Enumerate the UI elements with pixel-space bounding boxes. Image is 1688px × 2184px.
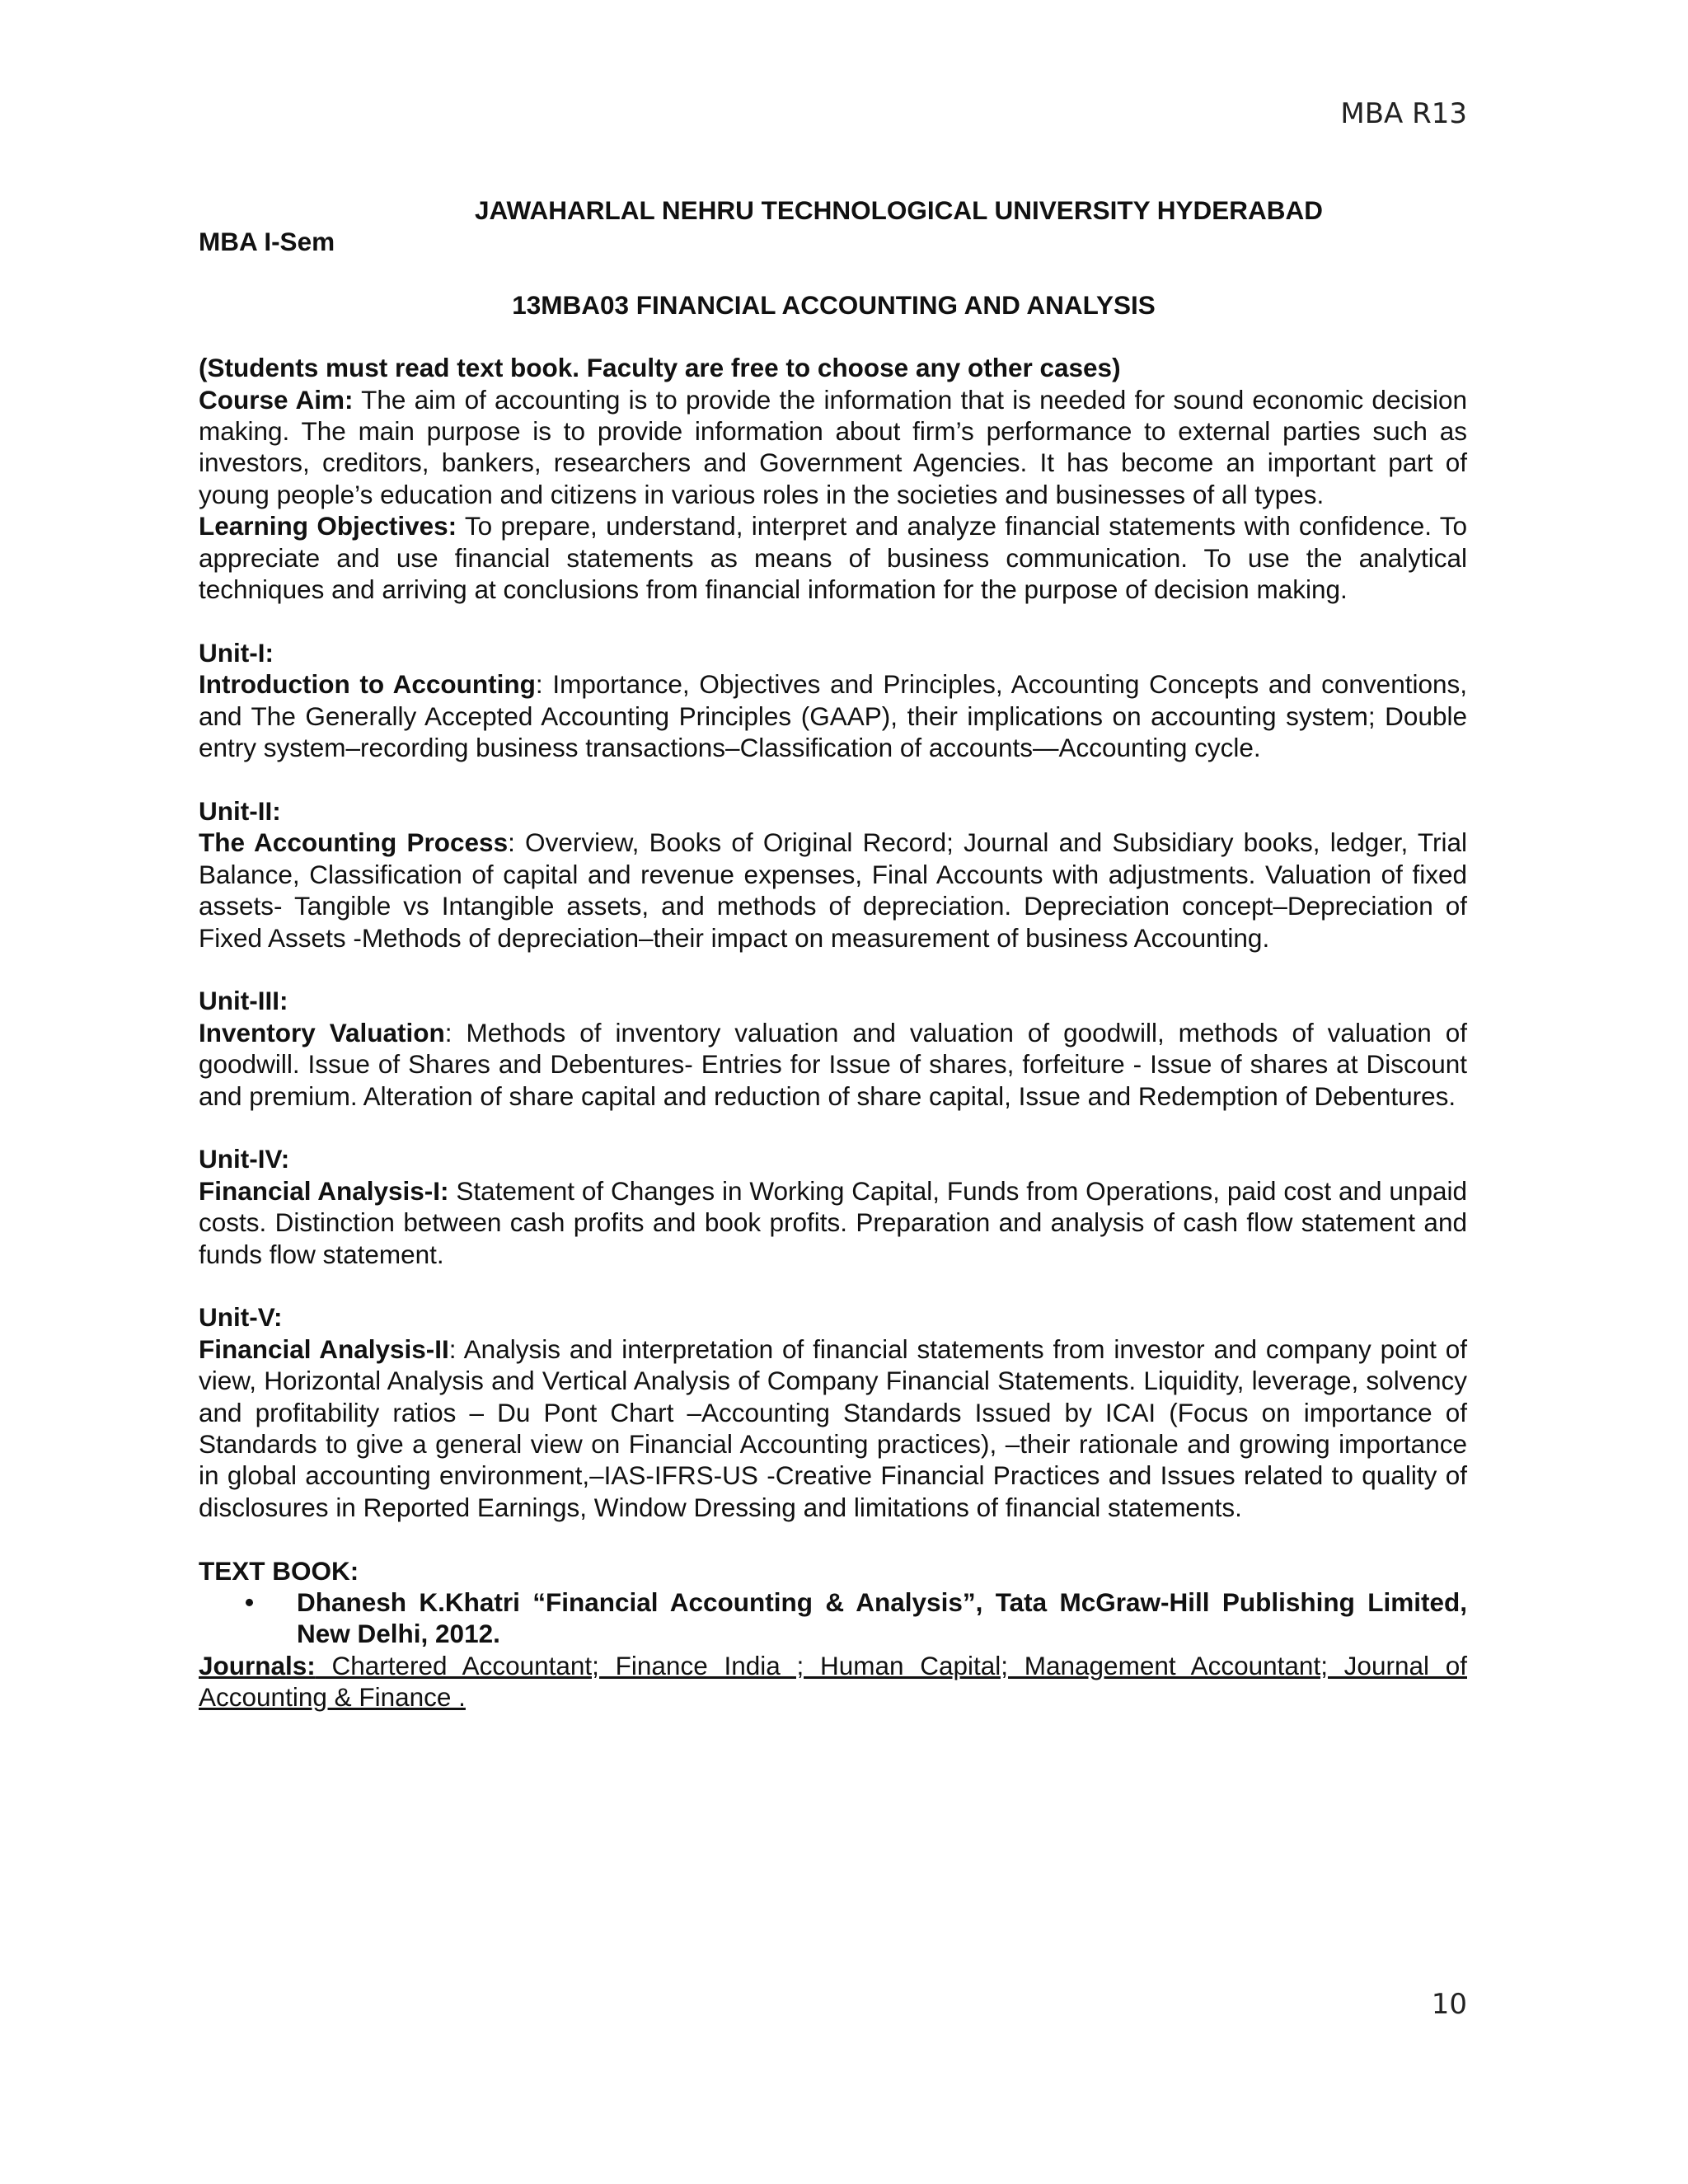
learning-objectives-paragraph	[199, 510, 1467, 605]
text-book-entry: Dhanesh K.Khatri “Financial Accounting & Analysis”, Tata McGraw-Hill Publishing Limited, New Delhi, 2012.	[297, 1586, 1467, 1649]
unit-heading: Unit-V:	[199, 1302, 283, 1333]
unit-4-section	[199, 1143, 1467, 1270]
learning-objectives-text: To prepare, understand, interpret and analyze financial statements with confidence. To appreciate and use financial statements as means of business communication. To use the analytical techniques and arriving at conclusions from financial information for the purpose of decision making.	[199, 511, 1467, 605]
text-book-list	[199, 1586, 1467, 1650]
unit-heading: Unit-II:	[199, 795, 281, 826]
learning-objectives-label: Learning Objectives:	[199, 511, 457, 541]
instruction-note: (Students must read text book. Faculty are free to choose any other cases)	[199, 353, 1121, 383]
text-book-section	[199, 1555, 1467, 1713]
unit-topic: Inventory Valuation	[199, 1017, 445, 1047]
course-aim-label: Course Aim:	[199, 384, 354, 415]
journals-text: Chartered Accountant; Finance India ; Human Capital; Management Accountant; Journal of Accounting & Finance .	[199, 1650, 1467, 1713]
header-label: MBA R13	[1340, 97, 1467, 130]
unit-text: : Methods of inventory valuation and valuation of goodwill, methods of valuation of goodwill. Issue of Shares and Debentures- Entries for Issue of shares, forfeiture - Issue of shares at Discount and premium. Alteration of share capital and reduction of share capital, Issue and Redemption of Debentures.	[199, 1017, 1467, 1111]
journals-label: Journals:	[199, 1650, 316, 1680]
unit-topic: Financial Analysis-I:	[199, 1175, 449, 1206]
unit-2-section	[199, 795, 1467, 954]
unit-topic: The Accounting Process	[199, 827, 509, 858]
course-aim-text: The aim of accounting is to provide the information that is needed for sound economic decision making. The main purpose is to provide information about firm’s performance to external parties such as investors, creditors, bankers, researchers and Government Agencies. It has become an important part of young people’s education and citizens in various roles in the societies and businesses of all types.	[199, 384, 1467, 509]
unit-topic: Financial Analysis-II	[199, 1333, 449, 1364]
unit-heading: Unit-III:	[199, 986, 288, 1016]
journals-paragraph	[199, 1650, 1467, 1713]
unit-5-section	[199, 1301, 1467, 1523]
unit-1-section	[199, 637, 1467, 764]
page-number: 10	[1431, 1988, 1467, 2021]
unit-text: Statement of Changes in Working Capital, Funds from Operations, paid cost and unpaid costs. Distinction between cash profits and book profits. Preparation and analysis of cash flow statement and funds flow statement.	[199, 1175, 1467, 1269]
course-title: 13MBA03 FINANCIAL ACCOUNTING AND ANALYSIS	[512, 289, 1156, 320]
syllabus-content	[199, 194, 1467, 1713]
unit-text: : Importance, Objectives and Principles, Accounting Concepts and conventions, and The Generally Accepted Accounting Principles (GAAP), their implications on accounting system; Double entry system–recording business transactions–Classification of accounts—Accounting cycle.	[199, 669, 1468, 763]
unit-heading: Unit-I:	[199, 637, 274, 668]
text-book-heading: TEXT BOOK:	[199, 1555, 359, 1586]
unit-text: : Analysis and interpretation of financial statements from investor and company point of view, Horizontal Analysis and Vertical Analysis of Company Financial Statements. Liquidity, leverage, solvency and profitability ratios – Du Pont Chart –Accounting Standards Issued by ICAI (Focus on importance of Standards to give a general view on Financial Accounting practices), –their rationale and growing importance in global accounting environment,–IAS-IFRS-US -Creative Financial Practices and Issues related to quality of disclosures in Reported Earnings, Window Dressing and limitations of financial statements.	[199, 1333, 1467, 1522]
unit-heading: Unit-IV:	[199, 1144, 290, 1174]
university-name: JAWAHARLAL NEHRU TECHNOLOGICAL UNIVERSITY HYDERABAD	[474, 195, 1324, 225]
semester-label: MBA I-Sem	[199, 227, 335, 257]
unit-3-section	[199, 985, 1467, 1112]
bullet-icon: •	[245, 1586, 255, 1617]
course-aim-paragraph	[199, 384, 1467, 511]
unit-text: : Overview, Books of Original Record; Journal and Subsidiary books, ledger, Trial Balance, Classification of capital and revenue expenses, Final Accounts with adjustments. Valuation of fixed assets- Tangible vs Intangible assets, and methods of depreciation. Depreciation concept–Depreciation of Fixed Assets -Methods of depreciation–their impact on measurement of business Accounting.	[199, 827, 1467, 953]
list-item	[199, 1586, 1467, 1650]
unit-topic: Introduction to Accounting	[199, 669, 536, 700]
